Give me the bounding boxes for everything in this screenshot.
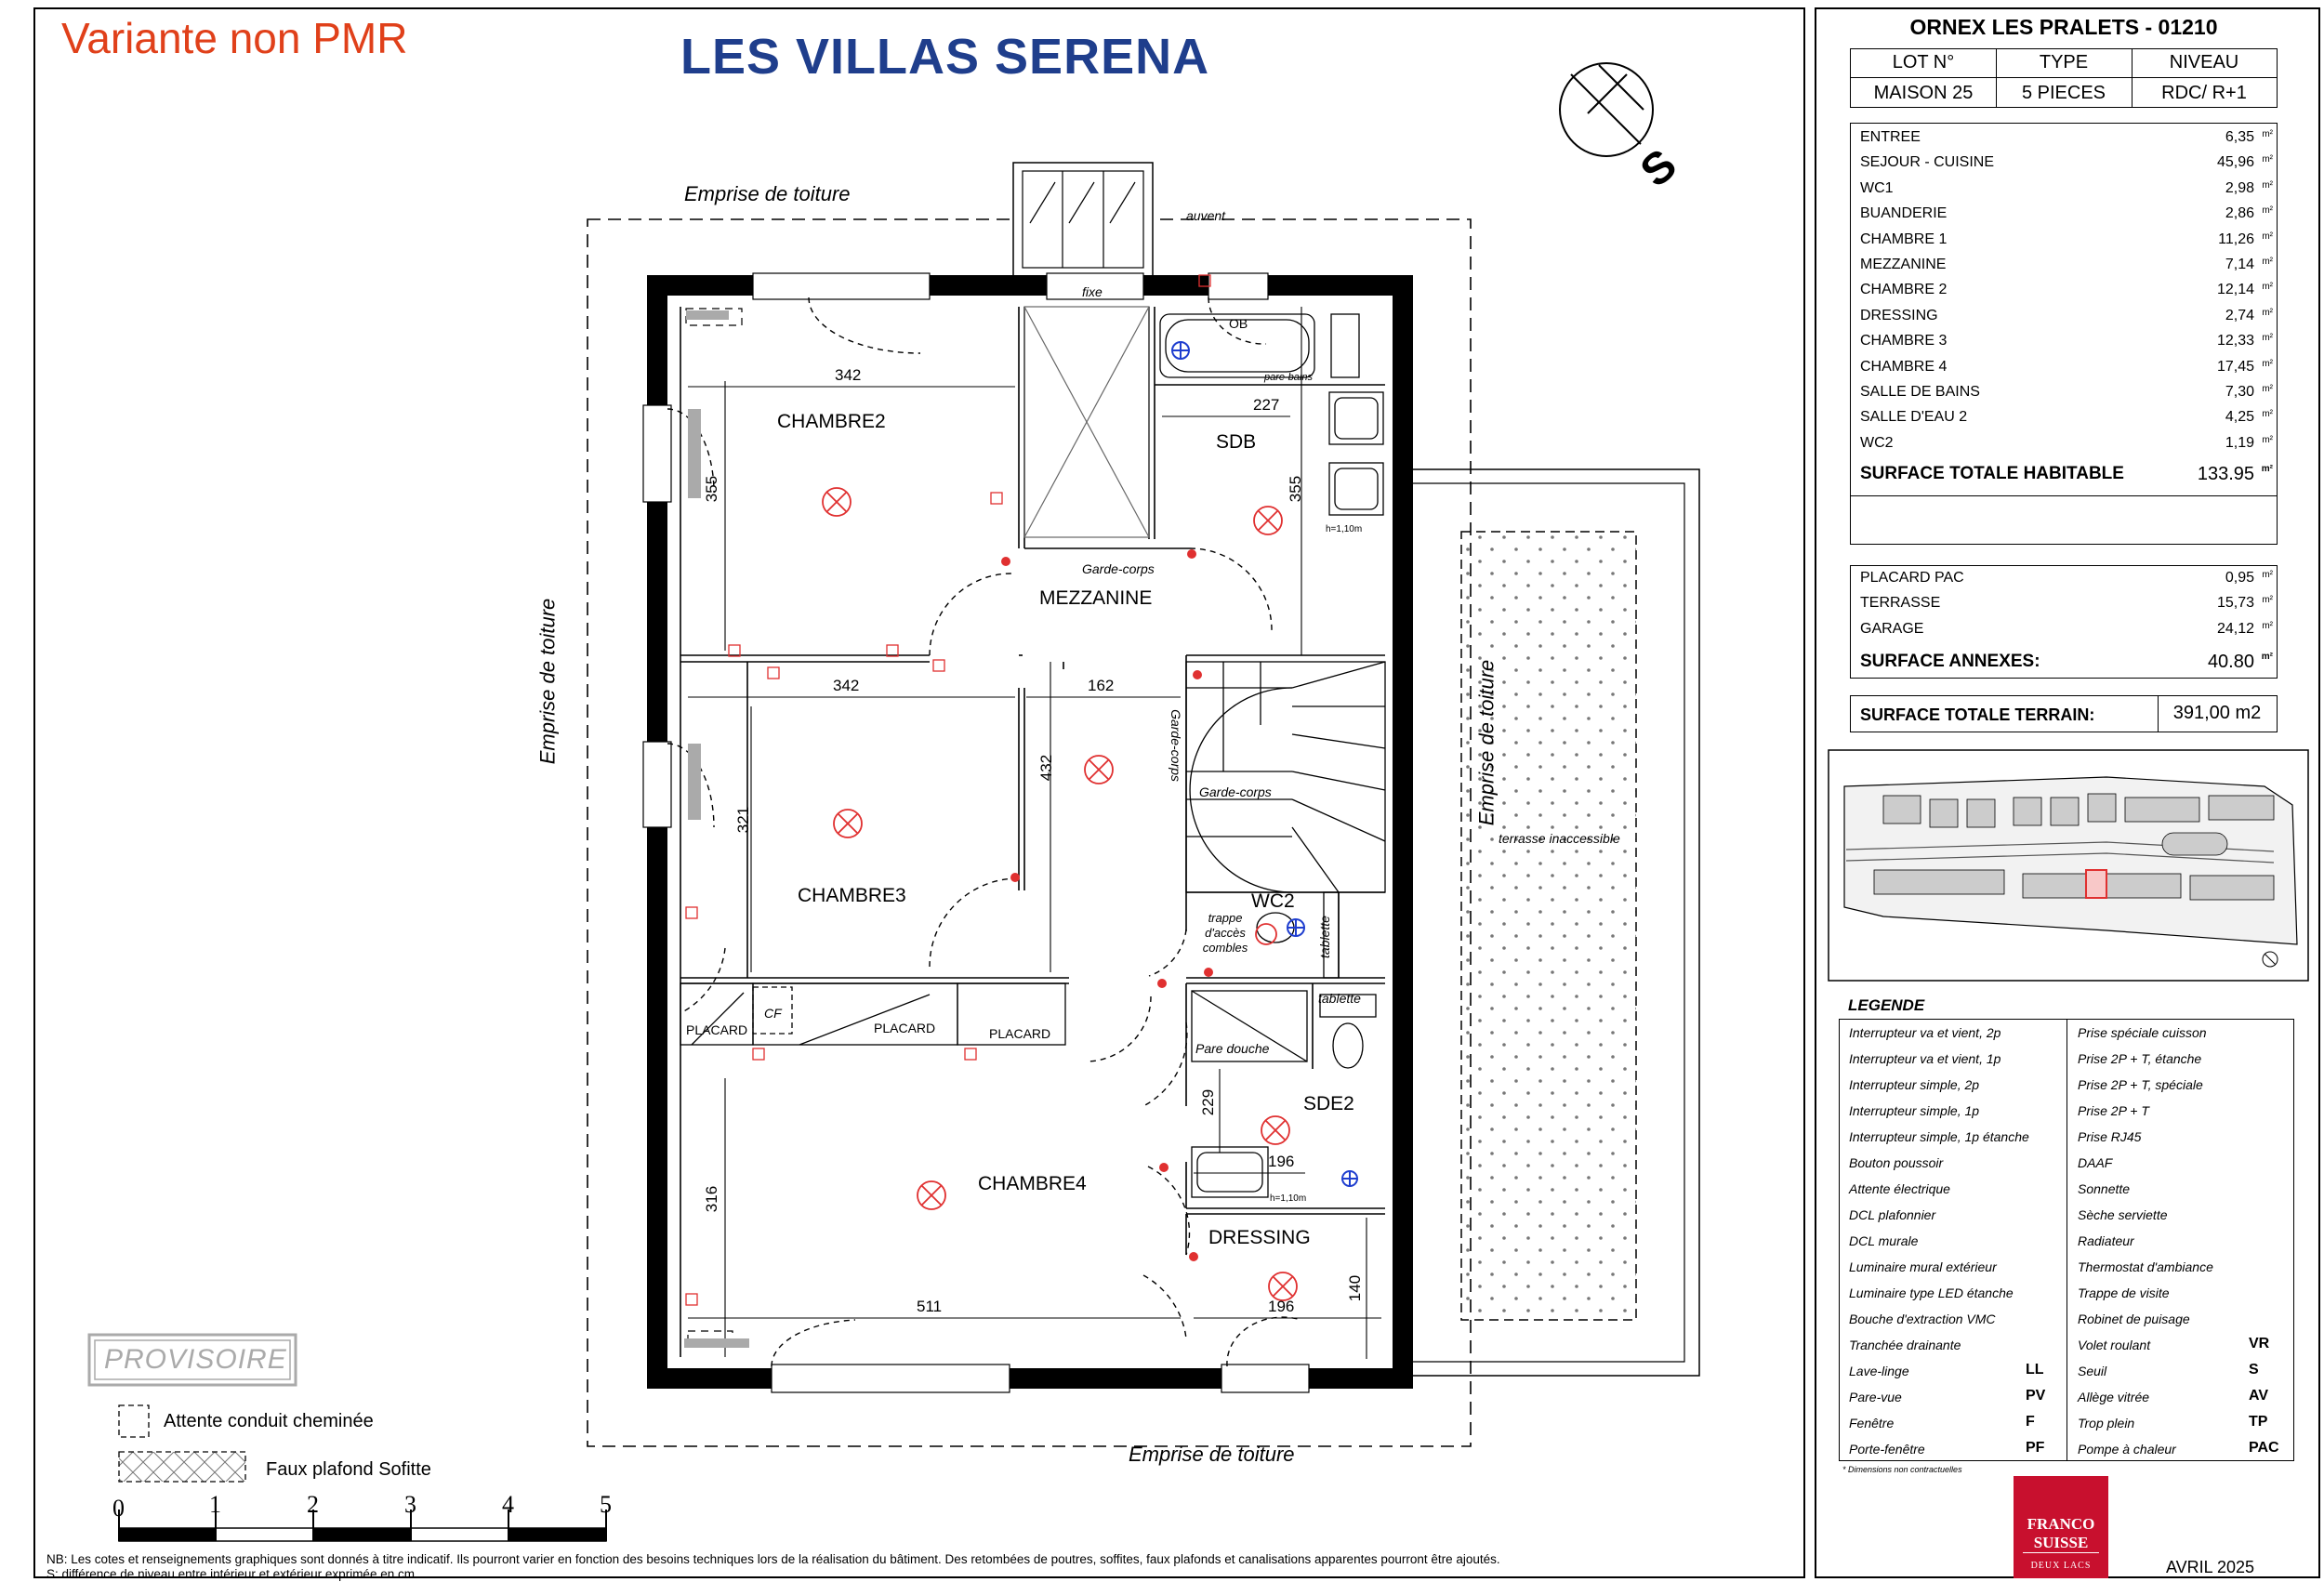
scale-label: 3 bbox=[404, 1491, 416, 1518]
unit: m² bbox=[2262, 620, 2273, 631]
room-dressing: DRESSING bbox=[1208, 1227, 1311, 1248]
mezzanine-void bbox=[1024, 307, 1149, 537]
unit: m² bbox=[2262, 384, 2273, 394]
dimension-value: 342 bbox=[833, 677, 860, 694]
legend-code: LL bbox=[2026, 1362, 2044, 1378]
room-wc2: WC2 bbox=[1251, 890, 1295, 912]
niveau-value: RDC/ R+1 bbox=[2161, 83, 2247, 103]
room-mezzanine: MEZZANINE bbox=[1039, 587, 1153, 609]
cf-label: CF bbox=[764, 1006, 782, 1021]
legend-item: Luminaire mural extérieur bbox=[1849, 1259, 1997, 1274]
terrasse-label: terrasse inaccessible bbox=[1499, 831, 1620, 846]
emprise-left-label: Emprise de toiture bbox=[535, 598, 560, 765]
annex-value: 0,95 bbox=[2225, 570, 2254, 586]
legend-item: Pare-vue bbox=[1849, 1390, 1902, 1404]
tablette-label: tablette bbox=[1316, 916, 1332, 958]
unit: m² bbox=[2262, 570, 2273, 580]
surface-name: ENTREE bbox=[1860, 129, 1921, 145]
legend-item: Allège vitrée bbox=[2078, 1390, 2150, 1404]
surface-name: WC2 bbox=[1860, 434, 1894, 451]
pare-bains-label: pare-bains bbox=[1264, 372, 1313, 383]
legend-item: Pompe à chaleur bbox=[2078, 1442, 2176, 1457]
unit: m² bbox=[2262, 205, 2273, 217]
trappe-label: trappe d'accès combles bbox=[1202, 911, 1248, 955]
type-value: 5 PIECES bbox=[2021, 83, 2106, 103]
legend-item: Fenêtre bbox=[1849, 1416, 1895, 1430]
surface-row bbox=[1851, 407, 2278, 432]
dimension-value: 432 bbox=[1037, 754, 1056, 782]
unit: m² bbox=[2262, 257, 2273, 267]
scale-label: 1 bbox=[209, 1491, 221, 1518]
legend-item: Interrupteur va et vient, 1p bbox=[1849, 1051, 2001, 1066]
col-lot-header: LOT N° bbox=[1892, 52, 1955, 73]
unit: m² bbox=[2262, 282, 2273, 293]
surfaces-table bbox=[1850, 123, 2278, 545]
legend-item: Interrupteur simple, 2p bbox=[1849, 1077, 1980, 1092]
garde-corps-label: Garde-corps bbox=[1199, 784, 1272, 799]
unit: m² bbox=[2262, 409, 2273, 420]
cf-key-box bbox=[119, 1405, 149, 1437]
emprise-right-label: Emprise de toiture bbox=[1474, 659, 1499, 826]
legend-item: Prise spéciale cuisson bbox=[2078, 1025, 2207, 1040]
surface-row bbox=[1851, 178, 2278, 204]
legend-item: Bouton poussoir bbox=[1849, 1155, 1944, 1170]
surface-row bbox=[1851, 331, 2278, 356]
surface-value: 6,35 bbox=[2225, 129, 2254, 145]
pare-douche-label: Pare douche bbox=[1195, 1041, 1270, 1056]
sofitte-key-label: Faux plafond Sofitte bbox=[266, 1459, 431, 1480]
annex-row bbox=[1851, 568, 2278, 593]
total-habitable-value: 133.95 bbox=[2197, 464, 2254, 484]
annex-row bbox=[1851, 593, 2278, 618]
annex-name: GARAGE bbox=[1860, 620, 1924, 637]
compass-south-label: S bbox=[1631, 139, 1686, 197]
surface-row bbox=[1851, 152, 2278, 178]
variant-label: Variante non PMR bbox=[61, 14, 408, 62]
scale-label: 2 bbox=[307, 1491, 319, 1518]
legend-item: Prise RJ45 bbox=[2078, 1129, 2142, 1144]
surface-name: SEJOUR - CUISINE bbox=[1860, 154, 1995, 171]
legend-code: F bbox=[2026, 1414, 2035, 1430]
legend-item: Interrupteur simple, 1p étanche bbox=[1849, 1129, 2029, 1144]
surface-value: 12,14 bbox=[2216, 282, 2254, 298]
fixe-label: fixe bbox=[1082, 284, 1103, 299]
dimension-value: 196 bbox=[1268, 1298, 1295, 1315]
annex-name: TERRASSE bbox=[1860, 595, 1941, 612]
scale-label: 0 bbox=[112, 1495, 125, 1522]
total-annexes-row bbox=[1851, 650, 2278, 675]
legend-item: Prise 2P + T, étanche bbox=[2078, 1051, 2202, 1066]
room-chambre2: CHAMBRE2 bbox=[777, 411, 886, 432]
surface-name: CHAMBRE 1 bbox=[1860, 231, 1948, 247]
legend-item: Interrupteur simple, 1p bbox=[1849, 1103, 1980, 1118]
info-title: ORNEX LES PRALETS - 01210 bbox=[1909, 15, 2218, 39]
legend-item: Radiateur bbox=[2078, 1233, 2134, 1248]
total-annexes-value: 40.80 bbox=[2207, 652, 2254, 672]
legend-code: AV bbox=[2249, 1388, 2269, 1404]
legend-title: LEGENDE bbox=[1848, 996, 1925, 1014]
ob-label: OB bbox=[1229, 316, 1248, 331]
height-label: h=1,10m bbox=[1270, 1193, 1307, 1204]
surface-value: 7,30 bbox=[2225, 384, 2254, 400]
legend-table bbox=[1839, 1019, 2294, 1461]
unit: m² bbox=[2261, 464, 2273, 474]
dimension-value: 162 bbox=[1088, 677, 1115, 694]
total-habitable-row bbox=[1851, 462, 2278, 487]
unit: m² bbox=[2262, 307, 2273, 318]
note-nb: NB: Les cotes et renseignements graphiques sont donnés à titre indicatif. Ils pourront varier en fonction des besoins techniques lors de la réalisation du bâtiment. Des retombées de poutres, soffites, faux plafonds et canalisations apparentes pourront être ajoutés. bbox=[46, 1552, 1500, 1566]
auvent-label: auvent bbox=[1186, 208, 1226, 223]
terrace-inaccessible bbox=[1461, 532, 1636, 1320]
lot-table bbox=[1850, 48, 2278, 108]
staircase bbox=[1186, 662, 1385, 892]
surface-row bbox=[1851, 127, 2278, 152]
unit: m² bbox=[2261, 652, 2273, 662]
lot-value: MAISON 25 bbox=[1873, 83, 1974, 103]
annex-row bbox=[1851, 619, 2278, 644]
height-label: h=1,10m bbox=[1326, 524, 1363, 534]
legend-item: Prise 2P + T bbox=[2078, 1103, 2149, 1118]
terrain-table bbox=[1850, 695, 2278, 732]
surface-value: 2,86 bbox=[2225, 205, 2254, 222]
legend-code: TP bbox=[2249, 1414, 2268, 1430]
surface-value: 2,98 bbox=[2225, 179, 2254, 196]
project-title: LES VILLAS SERENA bbox=[680, 29, 1210, 85]
dimension-value: 227 bbox=[1253, 396, 1280, 414]
brand-logo bbox=[2014, 1476, 2108, 1578]
legend-item: Trappe de visite bbox=[2078, 1285, 2170, 1300]
emprise-top-label: Emprise de toiture bbox=[684, 182, 851, 205]
socket-symbols bbox=[686, 275, 1210, 1305]
annex-name: PLACARD PAC bbox=[1860, 570, 1964, 586]
legend-item: DCL murale bbox=[1849, 1233, 1919, 1248]
surface-value: 45,96 bbox=[2216, 154, 2254, 171]
unit: m² bbox=[2262, 595, 2273, 606]
room-sdb: SDB bbox=[1216, 431, 1257, 453]
placard-label: PLACARD bbox=[989, 1026, 1051, 1041]
unit: m² bbox=[2262, 333, 2273, 344]
switch-dots bbox=[1001, 549, 1213, 1261]
dimension-value: 342 bbox=[835, 366, 862, 384]
legend-code: PV bbox=[2026, 1388, 2046, 1404]
legend-code: PAC bbox=[2249, 1440, 2279, 1456]
legend-item: Prise 2P + T, spéciale bbox=[2078, 1077, 2203, 1092]
dimension-value: 229 bbox=[1199, 1088, 1218, 1116]
surface-name: SALLE DE BAINS bbox=[1860, 384, 1980, 400]
total-annexes-label: SURFACE ANNEXES: bbox=[1860, 652, 2040, 671]
terrain-value: 391,00 m2 bbox=[2172, 703, 2262, 723]
legend-item: Seuil bbox=[2078, 1364, 2107, 1378]
surface-name: CHAMBRE 2 bbox=[1860, 282, 1948, 298]
roof-outline bbox=[588, 219, 1471, 1446]
legend-item: Attente électrique bbox=[1849, 1181, 1950, 1196]
brand-line2: SUISSE bbox=[2023, 1534, 2099, 1553]
site-plan-thumbnail bbox=[1828, 749, 2309, 982]
dimension-value: 196 bbox=[1268, 1153, 1295, 1170]
emprise-bottom-label: Emprise de toiture bbox=[1129, 1443, 1295, 1466]
legend-item: Sonnette bbox=[2078, 1181, 2131, 1196]
legend-item: Trop plein bbox=[2078, 1416, 2135, 1430]
col-niveau-header: NIVEAU bbox=[2169, 52, 2239, 73]
legend-code: PF bbox=[2026, 1440, 2045, 1456]
dimension-value: 321 bbox=[734, 806, 753, 834]
scale-label: 5 bbox=[600, 1491, 612, 1518]
legend-item: Tranchée drainante bbox=[1849, 1338, 1961, 1352]
surface-value: 7,14 bbox=[2225, 257, 2254, 272]
unit: m² bbox=[2262, 434, 2273, 445]
surface-name: WC1 bbox=[1860, 179, 1894, 196]
scale-label: 4 bbox=[502, 1491, 514, 1518]
legend-item: Volet roulant bbox=[2078, 1338, 2151, 1352]
dimension-value: 511 bbox=[917, 1298, 943, 1315]
dimension-value: 316 bbox=[703, 1185, 721, 1213]
surface-value: 17,45 bbox=[2216, 358, 2254, 375]
room-chambre3: CHAMBRE3 bbox=[798, 885, 906, 906]
surface-row bbox=[1851, 357, 2278, 382]
unit: m² bbox=[2262, 154, 2273, 165]
unit: m² bbox=[2262, 358, 2273, 369]
dimension-value: 140 bbox=[1346, 1274, 1365, 1302]
surface-name: SALLE D'EAU 2 bbox=[1860, 409, 1968, 426]
surface-value: 11,26 bbox=[2218, 231, 2254, 247]
surface-name: BUANDERIE bbox=[1860, 205, 1948, 222]
exterior-walls bbox=[647, 275, 1413, 1389]
surface-name: CHAMBRE 4 bbox=[1860, 358, 1948, 375]
compass bbox=[1560, 63, 1653, 156]
annexes-table bbox=[1850, 565, 2278, 679]
room-sde2: SDE2 bbox=[1303, 1093, 1354, 1114]
surface-value: 4,25 bbox=[2225, 409, 2254, 426]
legend-item: DCL plafonnier bbox=[1849, 1207, 1936, 1222]
door-swings bbox=[667, 297, 1301, 1366]
legend-item: Bouche d'extraction VMC bbox=[1849, 1312, 1996, 1326]
legend-item: Robinet de puisage bbox=[2078, 1312, 2190, 1326]
total-habitable-label: SURFACE TOTALE HABITABLE bbox=[1860, 464, 2124, 483]
unit: m² bbox=[2262, 179, 2273, 191]
surface-row bbox=[1851, 382, 2278, 407]
surface-row bbox=[1851, 306, 2278, 331]
legend-item: Porte-fenêtre bbox=[1849, 1442, 1925, 1457]
surface-value: 1,19 bbox=[2225, 434, 2254, 451]
legend-item: DAAF bbox=[2078, 1155, 2113, 1170]
sofitte-key-box bbox=[119, 1452, 245, 1482]
placard-label: PLACARD bbox=[686, 1022, 748, 1037]
unit: m² bbox=[2262, 231, 2273, 242]
legend-item: Lave-linge bbox=[1849, 1364, 1909, 1378]
surface-value: 2,74 bbox=[2225, 307, 2254, 323]
cf-key-label: Attente conduit cheminée bbox=[164, 1411, 374, 1431]
sanitary bbox=[1160, 314, 1383, 1197]
legend-code: S bbox=[2249, 1362, 2259, 1378]
legend-footnote: * Dimensions non contractuelles bbox=[1842, 1465, 1962, 1474]
brand-line3: DEUX LACS bbox=[2030, 1561, 2092, 1571]
surface-value: 12,33 bbox=[2216, 333, 2254, 349]
surface-row bbox=[1851, 230, 2278, 255]
legend-item: Luminaire type LED étanche bbox=[1849, 1285, 2014, 1300]
surface-name: MEZZANINE bbox=[1860, 257, 1947, 272]
garde-corps-label: Garde-corps bbox=[1082, 561, 1155, 576]
room-chambre4: CHAMBRE4 bbox=[978, 1173, 1087, 1194]
terrain-label: SURFACE TOTALE TERRAIN: bbox=[1860, 705, 2095, 724]
brand-line1: FRANCO bbox=[2027, 1515, 2095, 1533]
skylight-box bbox=[1013, 163, 1153, 276]
dimension-value: 355 bbox=[1287, 475, 1305, 503]
surface-row bbox=[1851, 280, 2278, 305]
legend-code: VR bbox=[2249, 1336, 2270, 1351]
surface-row bbox=[1851, 255, 2278, 280]
surface-row bbox=[1851, 204, 2278, 229]
annex-value: 24,12 bbox=[2216, 620, 2254, 637]
scale-bar bbox=[119, 1509, 606, 1541]
note-s: S: différence de niveau entre intérieur et extérieur exprimée en cm. bbox=[46, 1567, 418, 1581]
legend-item: Sèche serviette bbox=[2078, 1207, 2168, 1222]
annex-value: 15,73 bbox=[2216, 595, 2254, 612]
surface-name: CHAMBRE 3 bbox=[1860, 333, 1948, 349]
legend-item: Thermostat d'ambiance bbox=[2078, 1259, 2213, 1274]
dimension-value: 355 bbox=[703, 475, 721, 503]
date-label: AVRIL 2025 bbox=[2166, 1558, 2255, 1576]
surface-row bbox=[1851, 433, 2278, 458]
legend-item: Interrupteur va et vient, 2p bbox=[1849, 1025, 2001, 1040]
provisoire-stamp: PROVISOIRE bbox=[104, 1344, 287, 1375]
tablette-label: tablette bbox=[1318, 991, 1361, 1006]
placard-label: PLACARD bbox=[874, 1021, 936, 1035]
surface-name: DRESSING bbox=[1860, 307, 1938, 323]
unit: m² bbox=[2262, 129, 2273, 139]
garde-corps-label: Garde-corps bbox=[1168, 709, 1183, 782]
col-type-header: TYPE bbox=[2039, 52, 2089, 73]
